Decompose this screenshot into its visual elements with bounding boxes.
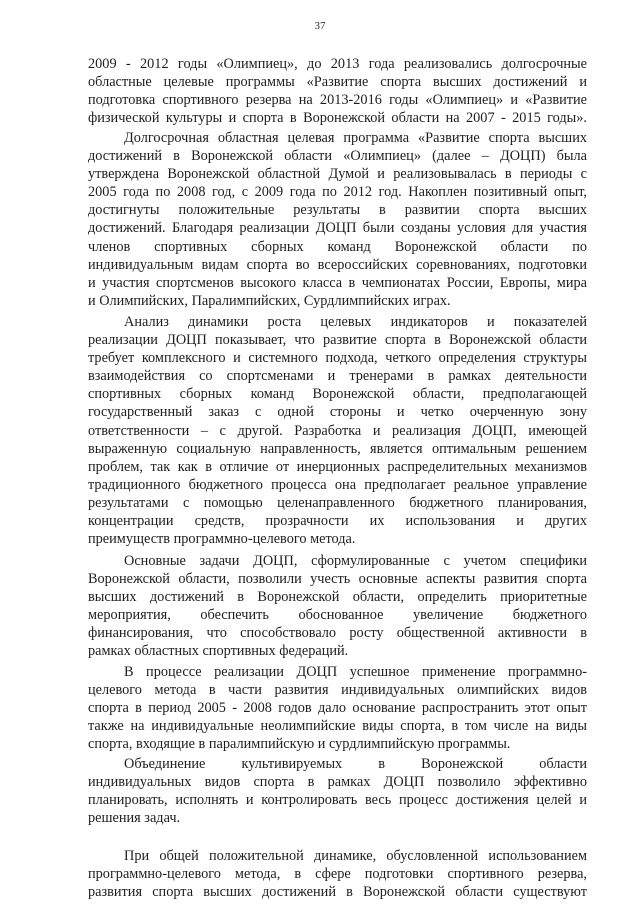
text-line: достигнуты положительные результаты в развитии спорта высших — [88, 202, 587, 219]
paragraph — [88, 755, 587, 827]
text-line: ответственности – с другой. Разработка и реализация ДОЦП, имеющей — [88, 422, 587, 439]
text-line: спорта, входящие в паралимпийскую и сурдлимпийскую программы. — [88, 736, 511, 753]
text-line: Воронежской области, позволили учесть основные аспекты развития спорта — [88, 571, 587, 588]
paragraph — [88, 313, 587, 548]
text-line: реализации ДОЦП показывает, что развитие спорта в Воронежской области — [88, 332, 587, 349]
text-line: достижений в Воронежской области «Олимпиец» (далее – ДОЦП) была — [88, 148, 587, 165]
paragraph — [88, 663, 587, 753]
paragraph — [88, 55, 587, 127]
text-line: В процессе реализации ДОЦП успешное применение программно- — [124, 664, 587, 680]
text-line: и Олимпийских, Паралимпийских, Сурдлимпийских играх. — [88, 292, 451, 309]
text-line: рамках областных спортивных федераций. — [88, 643, 349, 660]
text-line: преимуществ программно-целевого метода. — [88, 531, 356, 548]
paragraph — [88, 129, 587, 310]
text-line: результатами с помощью целенаправленного бюджетного планирования, — [88, 494, 587, 511]
text-line: проблем, так как в отличие от инерционных распределительных механизмов — [88, 458, 587, 475]
text-line: мероприятия, обеспечить обоснованное увеличение бюджетного — [88, 607, 587, 624]
text-line: утверждена Воронежской областной Думой и реализовывалась в периоды с — [88, 166, 587, 183]
text-line: Анализ динамики роста целевых индикаторов и показателей — [124, 314, 587, 330]
text-line: Основные задачи ДОЦП, сформулированные с учетом специфики — [124, 553, 587, 569]
text-line: Объединение культивируемых в Воронежской области — [124, 756, 587, 772]
text-line: достижений. Благодаря реализации ДОЦП были созданы условия для участия — [88, 220, 587, 237]
text-line: 2009 - 2012 годы «Олимпиец», до 2013 года реализовались долгосрочные — [88, 56, 587, 72]
paragraph — [88, 847, 587, 901]
text-line: финансирования, что способствовало росту общественной активности в — [88, 625, 587, 642]
text-line: членов спортивных сборных команд Воронежской области по — [88, 238, 587, 255]
text-line: требует комплексного и системного подхода, четкого определения структуры — [88, 350, 587, 367]
text-line: взаимодействия со спортсменами и тренерами в рамках деятельности — [88, 368, 587, 385]
text-line: При общей положительной динамике, обусловленной использованием — [124, 848, 587, 864]
text-line: физической культуры и спорта в Воронежской области на 2007 - 2015 годы». — [88, 110, 587, 127]
paragraph — [88, 552, 587, 661]
text-line: индивидуальных видов спорта в рамках ДОЦП позволило эффективно — [88, 774, 587, 791]
text-line: традиционного бюджетного процесса она предполагает реальное управление — [88, 476, 587, 493]
text-line: областные целевые программы «Развитие спорта высших достижений и — [88, 74, 587, 91]
text-line: программно-целевого метода, в сфере подготовки спортивного резерва, — [88, 866, 587, 883]
text-line: индивидуальным видам спорта во всероссийских соревнованиях, подготовки — [88, 256, 587, 273]
page-number: 37 — [314, 20, 326, 32]
text-line: решения задач. — [88, 810, 181, 827]
text-line: государственный заказ с одной стороны и четко очерченную зону — [88, 404, 587, 421]
text-line: планировать, исполнять и контролировать весь процесс достижения целей и — [88, 792, 587, 809]
text-line: 2005 года по 2008 год, с 2009 года по 2012 год. Накоплен позитивный опыт, — [88, 184, 587, 201]
text-line: спортивных сборных команд Воронежской области, предполагающей — [88, 386, 587, 403]
text-line: концентрации средств, прозрачности их использования и других — [88, 513, 587, 530]
text-line: Долгосрочная областная целевая программа «Развитие спорта высших — [124, 130, 587, 146]
text-line: развития спорта высших достижений в Воронежской области существуют — [88, 884, 587, 901]
text-line: подготовка спортивного резерва на 2013-2016 годы «Олимпиец» и «Развитие — [88, 92, 587, 109]
text-line: спорта в период 2005 - 2008 годов дало основание распространить этот опыт — [88, 700, 587, 717]
text-line: также на индивидуальные неолимпийские виды спорта, в том числе на виды — [88, 718, 587, 735]
text-line: высших достижений в Воронежской области, определить приоритетные — [88, 589, 587, 606]
text-line: целевого метода в части развития индивидуальных олимпийских видов — [88, 682, 587, 699]
text-line: выраженную социальную направленность, является оптимальным решением — [88, 440, 587, 457]
text-line: и участия спортсменов высокого класса в чемпионатах России, Европы, мира — [88, 274, 587, 291]
